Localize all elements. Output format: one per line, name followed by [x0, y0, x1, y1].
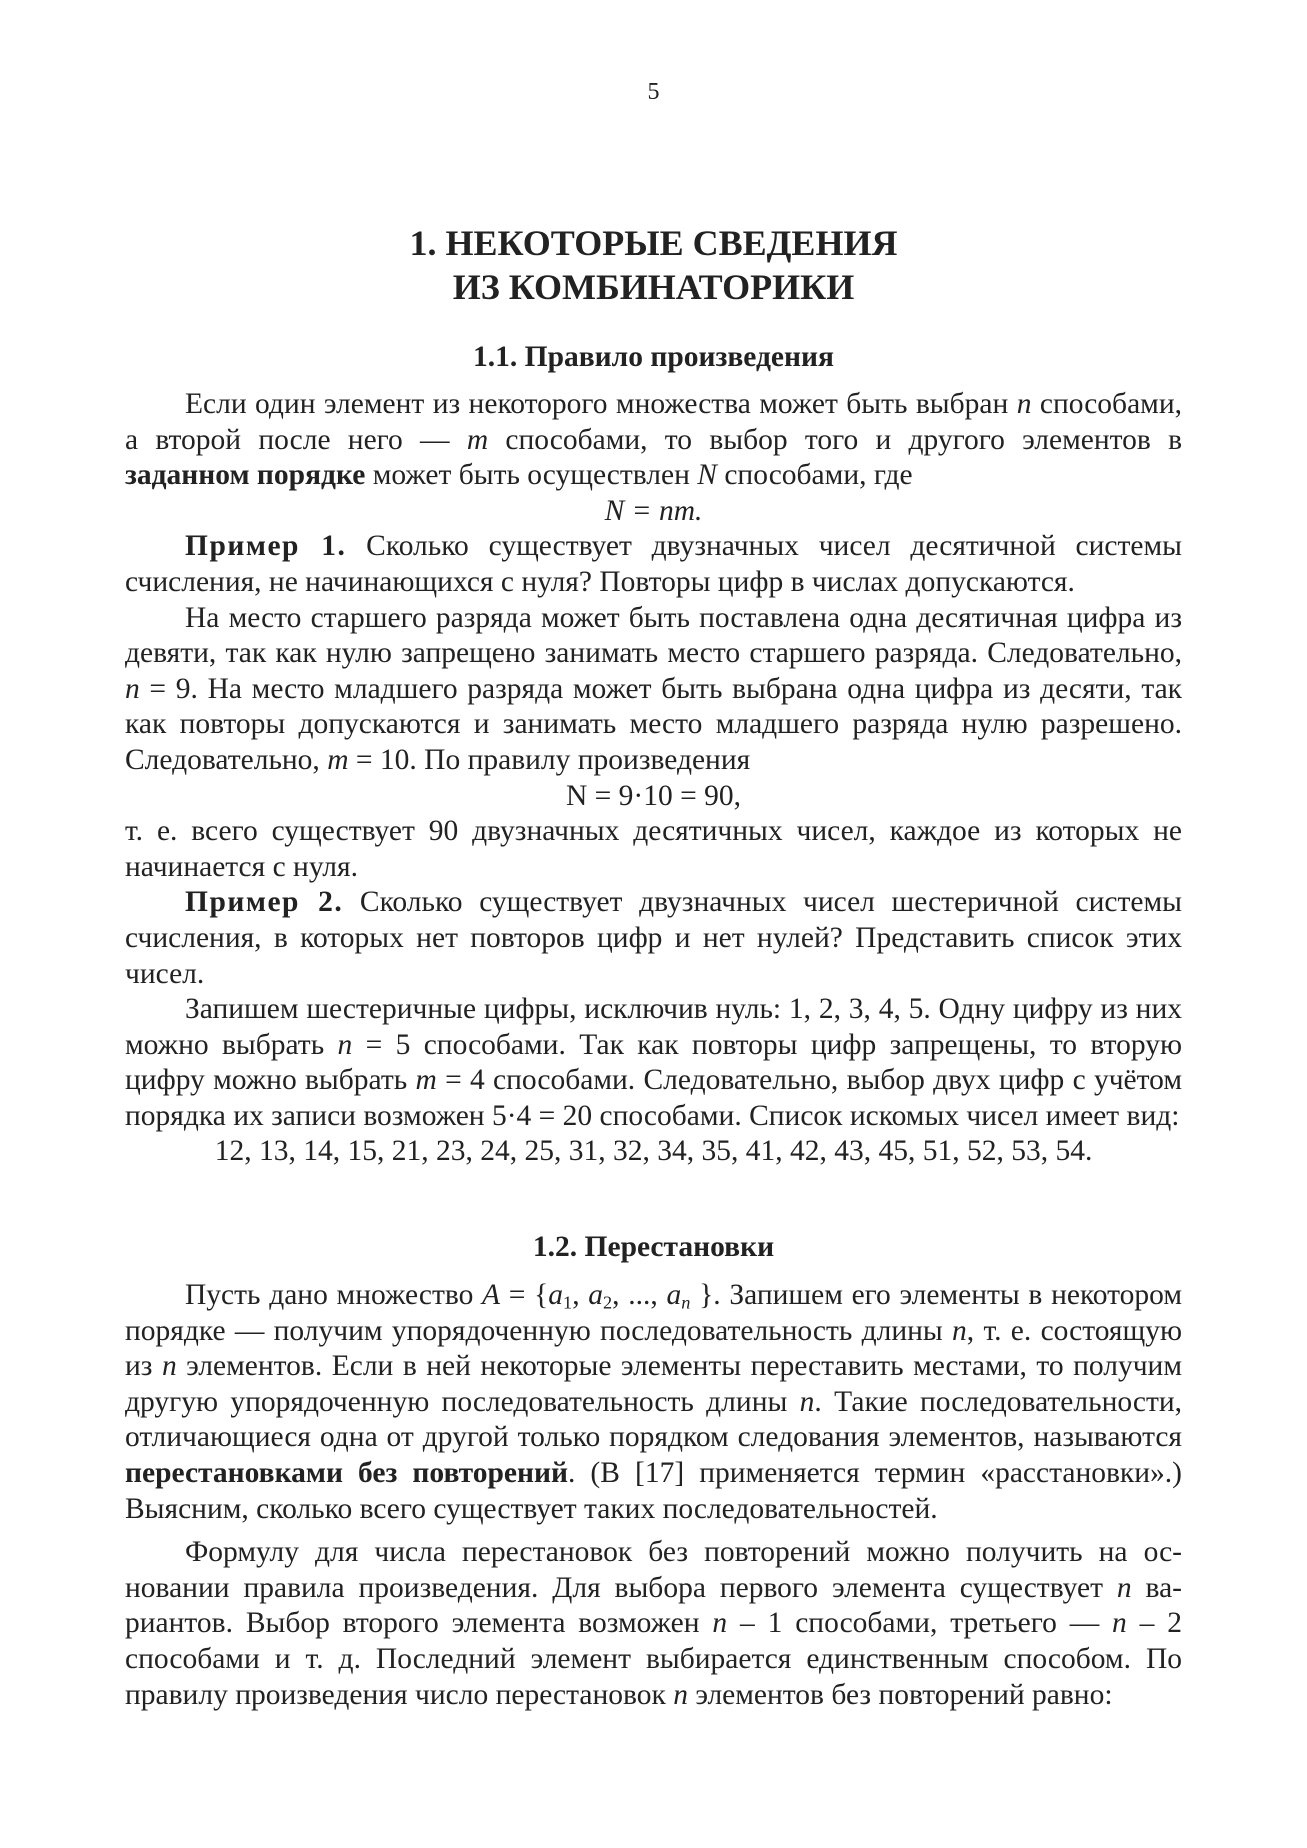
formula-product-rule: N = nm. [604, 494, 703, 527]
chapter-title-line2: ИЗ КОМБИНАТОРИКИ [452, 267, 855, 307]
bold-term-permutations: перестановками без повторений [125, 1456, 568, 1489]
section-1-body [125, 387, 1182, 1170]
example-1-label: Пример 1. [185, 530, 347, 563]
page-number: 5 [647, 79, 660, 105]
section-title-2: 1.2. Перестановки [532, 1231, 775, 1263]
chapter-title-line1: 1. НЕКОТОРЫЕ СВЕДЕНИЯ [409, 223, 898, 263]
paragraph-example-1-solution: На место старшего разряда может быть поставлена одна десятичная цифра из девяти, так как нулю запрещено занимать место старшего разряда. Следовательно, n = 9. На место младшего разряда может быть выбрана одна цифра из десяти, так как повторы допускаются и занимать место младшего разряда нулю разрешено. Следовательно, m = 10. По правилу произведения [125, 601, 1182, 776]
paragraph-permutations-formula: Формулу для числа перестановок без повторений можно получить на основании правила произведения. Для выбора первого элемента существует n вариантов. Выбор второго элемента возможен n – 1 способами, третьего — n – 2 способами и т. д. Последний элемент выбирается единственным способом. По правилу произведения число перестановок n элементов без повторений равно: [125, 1536, 1182, 1711]
paragraph-permutations-definition: Пусть дано множество $A = \{a_1$, $a_2$, ..., $a_n$ }. Запишем его элементы в некотором порядке — получим упорядоченную последовательность длины n, т. е. состоящую из n элементов. Если в ней некоторые элементы переставить местами, то получим другую упорядоченную последовательность длины n. Такие последовательности, отличающиеся одна от другой только порядком следования элементов, называются перестановками без повторений. (В [17] применяется термин «расстановки».) Выясним, сколько всего существует таких последовательностей. [125, 1279, 1183, 1525]
section-2-body [125, 1278, 1182, 1713]
section-title-1: 1.1. Правило произведения [473, 341, 834, 373]
chapter-title [0, 221, 1307, 309]
example-2: Пример 2. Сколько существует двузначных чисел шестеричной системы счисления, в которых нет повторов цифр и нет нулей? Представить список этих чисел. [125, 886, 1182, 990]
formula-example-1: N = 9·10 = 90, [565, 779, 742, 812]
bold-term: заданном порядке [125, 459, 366, 492]
numbers-list: 12, 13, 14, 15, 21, 23, 24, 25, 31, 32, 34, 35, 41, 42, 43, 45, 51, 52, 53, 54. [214, 1135, 1093, 1168]
example-1: Пример 1. Сколько существует двузначных чисел десятичной системы счисления, не начинающихся с нуля? Повторы цифр в числах допускаются. [125, 530, 1182, 598]
paragraph-example-2-solution: Запишем шестеричные цифры, исключив нуль: 1, 2, 3, 4, 5. Одну цифру из них можно выбрать n = 5 способами. Так как повторы цифр запрещены, то вторую цифру можно выбрать m = 4 способами. Следовательно, выбор двух цифр с учётом порядка их записи возможен 5·4 = 20 способами. Список искомых чисел имеет вид: [125, 993, 1182, 1132]
example-2-label: Пример 2. [185, 886, 344, 919]
paragraph-example-1-result: т. е. всего существует 90 двузначных десятичных чисел, каждое из которых не начинается с нуля. [125, 815, 1182, 883]
paragraph-rule: Если один элемент из некоторого множества может быть выбран n способами, а второй после него — m способами, то выбор того и другого элементов в заданном порядке может быть осуществлен N способами, где [125, 388, 1182, 492]
